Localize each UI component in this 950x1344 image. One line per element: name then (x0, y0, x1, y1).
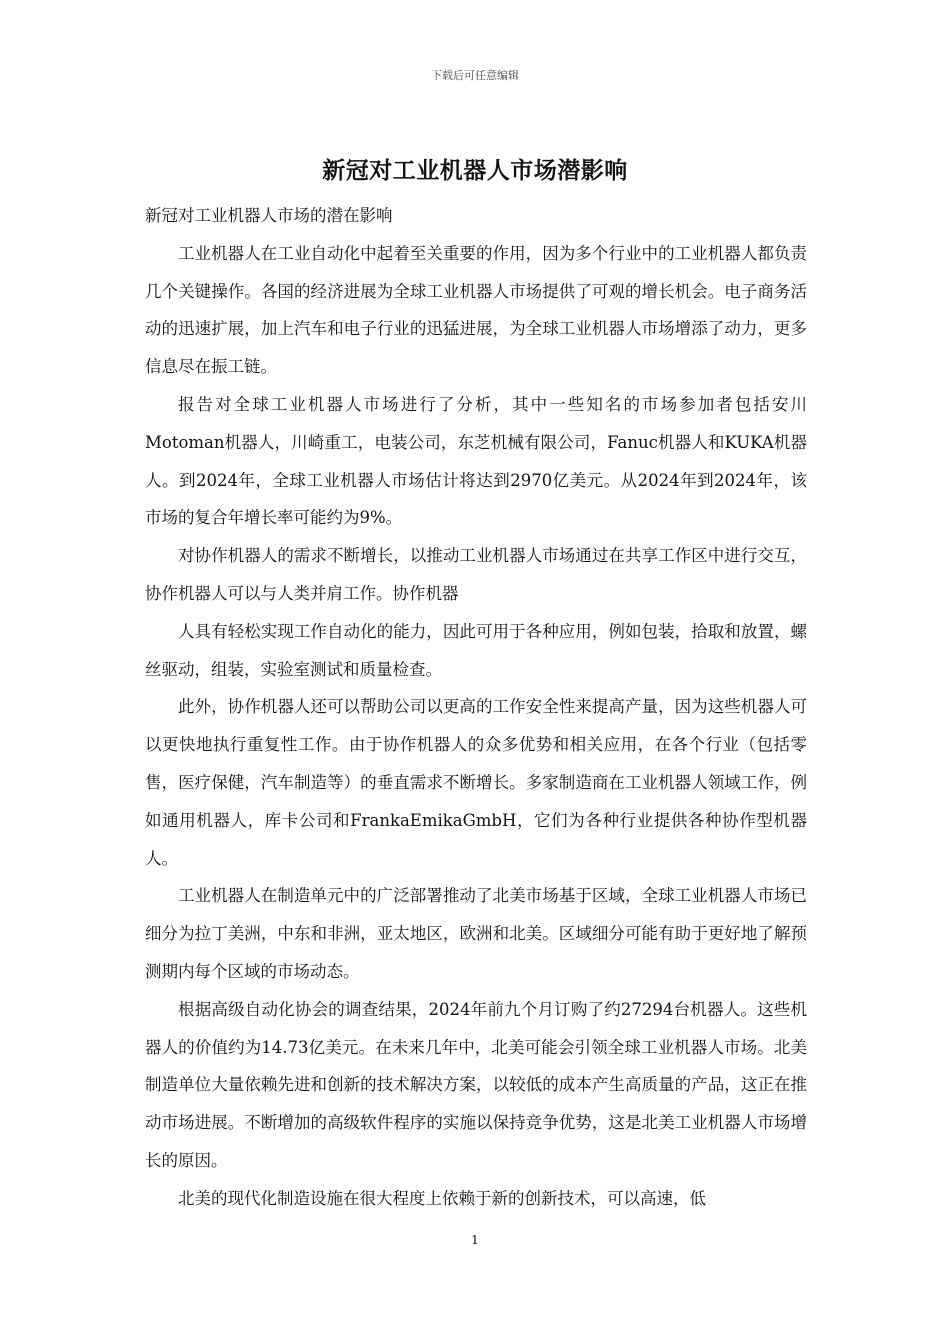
paragraph: 此外，协作机器人还可以帮助公司以更高的工作安全性来提高产量，因为这些机器人可以更快地执行重复性工作。由于协作机器人的众多优势和相关应用，在各个行业（包括零售，医疗保健，汽车制造等）的垂直需求不断增长。多家制造商在工业机器人领域工作，例如通用机器人，库卡公司和FrankaEmikaGmbH，它们为各种行业提供各种协作型机器人。 (145, 697, 807, 868)
paragraph: 人具有轻松实现工作自动化的能力，因此可用于各种应用，例如包装，拾取和放置，螺丝驱动，组装，实验室测试和质量检查。 (145, 621, 807, 679)
paragraph: 工业机器人在制造单元中的广泛部署推动了北美市场基于区域，全球工业机器人市场已细分为拉丁美洲，中东和非洲，亚太地区，欧洲和北美。区域细分可能有助于更好地了解预测期内每个区域的市场动态。 (145, 886, 807, 981)
paragraph: 报告对全球工业机器人市场进行了分析，其中一些知名的市场参加者包括安川Motoman机器人，川崎重工，电装公司，东芝机械有限公司，Fanuc机器人和KUKA机器人。到2024年，全球工业机器人市场估计将达到2970亿美元。从2024年到2024年，该市场的复合年增长率可能约为9%。 (145, 394, 807, 528)
paragraph: 根据高级自动化协会的调查结果，2024年前九个月订购了约27294台机器人。这些机器人的价值约为14.73亿美元。在未来几年中，北美可能会引领全球工业机器人市场。北美制造单位大量依赖先进和创新的技术解决方案，以较低的成本产生高质量的产品，这正在推动市场进展。不断增加的高级软件程序的实施以保持竞争优势，这是北美工业机器人市场增长的原因。 (145, 999, 807, 1170)
document-title: 新冠对工业机器人市场潜影响 (322, 157, 628, 184)
paragraph: 工业机器人在工业自动化中起着至关重要的作用，因为多个行业中的工业机器人都负责几个关键操作。各国的经济进展为全球工业机器人市场提供了可观的增长机会。电子商务活动的迅速扩展，加上汽车和电子行业的迅猛进展，为全球工业机器人市场增添了动力，更多信息尽在振工链。 (145, 243, 807, 377)
paragraph: 北美的现代化制造设施在很大程度上依赖于新的创新技术，可以高速，低 (178, 1188, 706, 1208)
paragraph: 对协作机器人的需求不断增长，以推动工业机器人市场通过在共享工作区中进行交互，协作机器人可以与人类并肩工作。协作机器 (145, 546, 807, 603)
document-subtitle: 新冠对工业机器人市场的潜在影响 (145, 206, 393, 225)
page-header: 下载后可任意编辑 (431, 69, 519, 82)
document-body (145, 197, 807, 1218)
page-number: 1 (471, 1233, 479, 1247)
